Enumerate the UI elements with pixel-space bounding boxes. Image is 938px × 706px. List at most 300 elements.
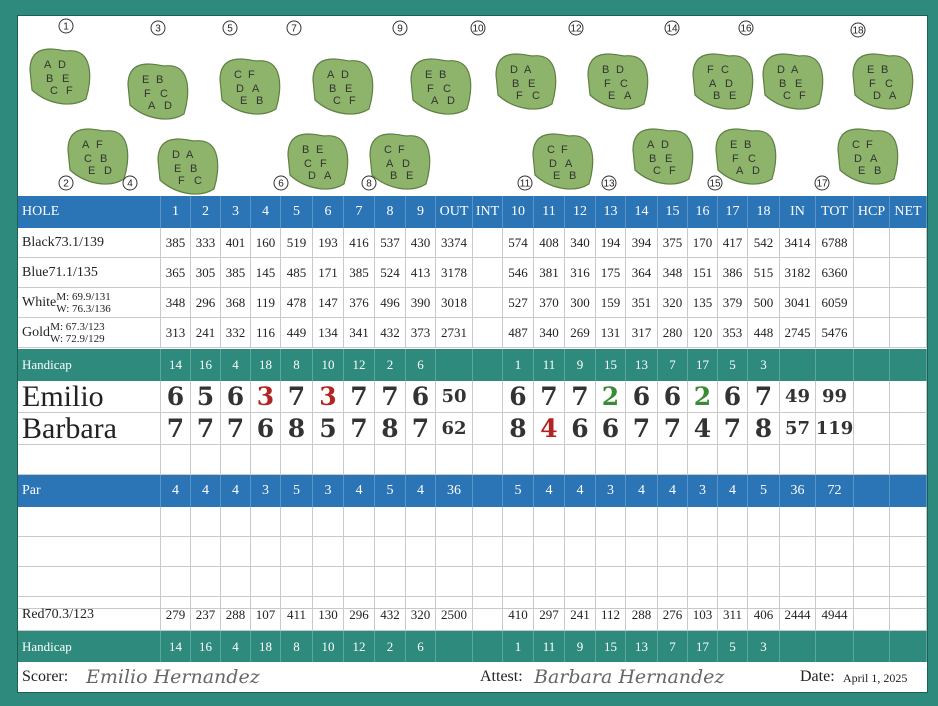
- score-cell: 413: [406, 258, 436, 288]
- green-letter: D: [661, 139, 669, 151]
- green-hole-13: [602, 129, 693, 190]
- score-cell: [816, 537, 854, 567]
- green-letter: E: [406, 170, 414, 182]
- green-letter: A: [870, 153, 878, 165]
- score-cell: [191, 537, 221, 567]
- score-cell: 13: [626, 631, 658, 662]
- score-cell: [658, 445, 688, 475]
- score-cell: [473, 228, 503, 258]
- hole-score: 8: [748, 413, 780, 445]
- score-cell: 348: [658, 258, 688, 288]
- score-cell: [748, 507, 780, 537]
- score-cell: 317: [626, 318, 658, 348]
- green-letter: C: [234, 69, 242, 81]
- score-cell: [344, 567, 375, 597]
- score-cell: [406, 537, 436, 567]
- score-cell: 448: [748, 318, 780, 348]
- green-letter: D: [341, 69, 349, 81]
- green-hole-6: [274, 134, 348, 190]
- score-cell: 36: [436, 475, 473, 507]
- hole-score: 4: [534, 413, 565, 445]
- hole-score: 8: [281, 413, 313, 445]
- score-cell: 9: [565, 631, 596, 662]
- score-cell: 14: [161, 349, 191, 381]
- green-letter: B: [46, 73, 54, 85]
- score-total: 49: [780, 381, 816, 413]
- player-name: Emilio: [18, 381, 161, 413]
- green-hole-7: [287, 21, 373, 114]
- score-cell: [596, 537, 626, 567]
- score-cell: [890, 349, 927, 381]
- score-cell: 524: [375, 258, 406, 288]
- score-cell: [473, 599, 503, 631]
- score-cell: [18, 537, 161, 567]
- blank-row: [18, 567, 927, 597]
- green-letter: D: [510, 64, 518, 76]
- green-letter: C: [885, 78, 893, 90]
- score-cell: [688, 567, 718, 597]
- tee-rating: 73.1/139: [54, 234, 105, 250]
- score-cell: [344, 507, 375, 537]
- green-letter: D: [447, 95, 455, 107]
- score-cell: 159: [596, 288, 626, 318]
- score-cell: [313, 537, 344, 567]
- score-cell: [780, 507, 816, 537]
- score-cell: 2500: [436, 599, 473, 631]
- score-cell: 107: [251, 599, 281, 631]
- score-cell: 515: [748, 258, 780, 288]
- score-cell: 537: [375, 228, 406, 258]
- green-letter: E: [858, 165, 866, 177]
- score-cell: 171: [313, 258, 344, 288]
- column-header: TOT: [816, 196, 854, 228]
- score-cell: 17: [688, 631, 718, 662]
- score-cell: 487: [503, 318, 534, 348]
- score-cell: [748, 537, 780, 567]
- score-cell: [854, 228, 890, 258]
- score-cell: 3182: [780, 258, 816, 288]
- score-cell: [890, 318, 927, 348]
- hole-score: 6: [406, 381, 436, 413]
- hole-number: 12: [570, 23, 582, 35]
- score-cell: [688, 537, 718, 567]
- score-cell: [854, 258, 890, 288]
- score-cell: 269: [565, 318, 596, 348]
- hole-score: 7: [191, 413, 221, 445]
- score-cell: 296: [191, 288, 221, 318]
- green-letter: F: [866, 139, 873, 151]
- score-cell: [344, 537, 375, 567]
- score-cell: [626, 507, 658, 537]
- score-cell: [251, 507, 281, 537]
- hole-score: 6: [718, 381, 748, 413]
- score-cell: 4: [658, 475, 688, 507]
- green-letter: F: [96, 139, 103, 151]
- score-cell: 519: [281, 228, 313, 258]
- column-header: 16: [688, 196, 718, 228]
- column-header: 17: [718, 196, 748, 228]
- hole-number: 5: [227, 23, 233, 35]
- scorer-label: Scorer:: [22, 668, 69, 685]
- green-hole-1: [30, 19, 90, 104]
- attest-label: Attest:: [480, 668, 523, 685]
- score-cell: 410: [503, 599, 534, 631]
- score-total: 57: [780, 413, 816, 445]
- score-cell: [890, 445, 927, 475]
- score-cell: [854, 537, 890, 567]
- score-cell: 370: [534, 288, 565, 318]
- date-value: April 1, 2025: [843, 671, 908, 685]
- score-cell: 5: [718, 349, 748, 381]
- green-letter: C: [852, 139, 860, 151]
- par-row: [18, 475, 927, 507]
- score-cell: 241: [191, 318, 221, 348]
- score-cell: [436, 537, 473, 567]
- score-cell: 2745: [780, 318, 816, 348]
- green-letter: C: [50, 85, 58, 97]
- hole-score: [890, 413, 927, 445]
- score-cell: [375, 507, 406, 537]
- score-cell: 375: [658, 228, 688, 258]
- hole-score: 5: [191, 381, 221, 413]
- green-letter: E: [345, 83, 353, 95]
- green-hole-11: [518, 134, 593, 190]
- score-cell: [658, 567, 688, 597]
- score-cell: [626, 537, 658, 567]
- score-cell: 130: [313, 599, 344, 631]
- hole-number: 2: [63, 178, 69, 190]
- score-cell: 351: [626, 288, 658, 318]
- score-cell: [503, 507, 534, 537]
- green-letter: F: [561, 144, 568, 156]
- hole-number: 15: [709, 178, 721, 190]
- score-cell: [161, 445, 191, 475]
- score-cell: 6788: [816, 228, 854, 258]
- score-cell: 7: [658, 631, 688, 662]
- player-row-barbara: [18, 413, 927, 445]
- score-cell: 340: [565, 228, 596, 258]
- hole-score: 3: [313, 381, 344, 413]
- score-cell: 2444: [780, 599, 816, 631]
- score-cell: [534, 567, 565, 597]
- score-cell: [503, 445, 534, 475]
- score-cell: [473, 507, 503, 537]
- score-cell: [718, 567, 748, 597]
- score-cell: 313: [161, 318, 191, 348]
- green-letter: C: [443, 83, 451, 95]
- green-letter: D: [725, 78, 733, 90]
- score-cell: 390: [406, 288, 436, 318]
- score-cell: 3: [596, 475, 626, 507]
- score-cell: 4: [626, 475, 658, 507]
- score-cell: 18: [251, 349, 281, 381]
- green-letter: A: [186, 149, 194, 161]
- score-cell: [816, 349, 854, 381]
- column-header: 1: [161, 196, 191, 228]
- score-cell: [534, 537, 565, 567]
- column-header: 2: [191, 196, 221, 228]
- scorer-signature: Emilio Hernandez: [86, 666, 260, 688]
- score-cell: [890, 258, 927, 288]
- tee-label: [18, 228, 161, 258]
- green-letter: B: [744, 139, 752, 151]
- tee-name: Black: [22, 234, 55, 250]
- score-cell: [313, 507, 344, 537]
- score-cell: 527: [503, 288, 534, 318]
- score-cell: 297: [534, 599, 565, 631]
- hole-number: 10: [472, 23, 484, 35]
- green-letter: C: [721, 64, 729, 76]
- green-hole-8: [362, 134, 430, 190]
- score-cell: 311: [718, 599, 748, 631]
- green-letter: E: [729, 90, 737, 102]
- score-cell: [890, 228, 927, 258]
- green-letter: F: [398, 144, 405, 156]
- green-hole-17: [815, 129, 898, 190]
- green-letter: C: [384, 144, 392, 156]
- score-cell: 496: [375, 288, 406, 318]
- hole-number: 16: [740, 23, 752, 35]
- score-cell: 376: [344, 288, 375, 318]
- score-cell: 160: [251, 228, 281, 258]
- green-letter: A: [431, 95, 439, 107]
- green-letter: D: [777, 64, 785, 76]
- score-cell: [890, 631, 927, 662]
- score-cell: 320: [406, 599, 436, 631]
- empty-row: [18, 445, 927, 475]
- hole-score: 7: [718, 413, 748, 445]
- score-total: 119: [816, 413, 854, 445]
- score-cell: 385: [344, 258, 375, 288]
- score-cell: [375, 445, 406, 475]
- score-cell: [161, 537, 191, 567]
- green-hole-5: [220, 21, 280, 114]
- column-header: 5: [281, 196, 313, 228]
- score-cell: 10: [313, 631, 344, 662]
- tee-row-black: [18, 228, 927, 258]
- score-cell: [854, 475, 890, 507]
- green-letter: B: [190, 163, 198, 175]
- blank-row: [18, 507, 927, 537]
- score-cell: [854, 288, 890, 318]
- hole-score: 7: [748, 381, 780, 413]
- score-cell: [436, 631, 473, 662]
- tee-name: Red: [22, 606, 45, 622]
- score-cell: [718, 507, 748, 537]
- green-letter: D: [549, 158, 557, 170]
- score-cell: 72: [816, 475, 854, 507]
- hole-score: 8: [375, 413, 406, 445]
- score-cell: [473, 475, 503, 507]
- score-cell: 394: [626, 228, 658, 258]
- hole-score: 2: [596, 381, 626, 413]
- tee-rating: M: 69.9/131 W: 76.3/136: [56, 290, 111, 315]
- score-cell: 194: [596, 228, 626, 258]
- score-cell: [854, 445, 890, 475]
- scorecard: [17, 15, 928, 693]
- column-header: 12: [565, 196, 596, 228]
- green-letter: C: [532, 90, 540, 102]
- score-cell: 17: [688, 349, 718, 381]
- green-letter: F: [349, 95, 356, 107]
- hole-number: 8: [366, 178, 372, 190]
- score-cell: [191, 567, 221, 597]
- score-cell: [890, 599, 927, 631]
- date-label: Date:: [800, 668, 835, 685]
- score-cell: [221, 507, 251, 537]
- green-letter: C: [160, 88, 168, 100]
- green-letter: A: [82, 139, 90, 151]
- score-cell: 151: [688, 258, 718, 288]
- column-header: 9: [406, 196, 436, 228]
- score-cell: 385: [221, 258, 251, 288]
- handicap-label: Handicap: [18, 631, 161, 662]
- tee-rating: M: 67.3/123 W: 72.9/129: [50, 320, 105, 345]
- green-hole-15: [708, 129, 776, 190]
- tee-rating: 71.1/135: [48, 264, 98, 280]
- blank-row: [18, 537, 927, 567]
- score-cell: [251, 445, 281, 475]
- green-letter: A: [324, 170, 332, 182]
- green-letter: E: [795, 78, 803, 90]
- player-row-emilio: [18, 381, 927, 413]
- score-cell: 4: [565, 475, 596, 507]
- score-cell: [565, 567, 596, 597]
- tee-name: White: [22, 294, 57, 310]
- column-header: 4: [251, 196, 281, 228]
- green-letter: B: [602, 64, 610, 76]
- score-cell: [503, 567, 534, 597]
- hole-score: [890, 381, 927, 413]
- column-header: 11: [534, 196, 565, 228]
- hole-score: 7: [344, 413, 375, 445]
- score-cell: [854, 599, 890, 631]
- score-cell: [816, 567, 854, 597]
- score-cell: [473, 258, 503, 288]
- score-cell: 134: [313, 318, 344, 348]
- green-letter: C: [653, 165, 661, 177]
- tee-label: [18, 599, 161, 631]
- green-letter: B: [713, 90, 721, 102]
- score-cell: [596, 445, 626, 475]
- score-cell: 5: [375, 475, 406, 507]
- score-cell: 5: [503, 475, 534, 507]
- score-cell: 340: [534, 318, 565, 348]
- score-cell: [473, 318, 503, 348]
- score-total: 99: [816, 381, 854, 413]
- score-cell: 276: [658, 599, 688, 631]
- score-cell: [473, 349, 503, 381]
- score-cell: 5: [718, 631, 748, 662]
- green-letter: E: [316, 144, 324, 156]
- score-cell: [436, 349, 473, 381]
- green-letter: D: [402, 158, 410, 170]
- score-cell: [473, 445, 503, 475]
- score-cell: [406, 445, 436, 475]
- tee-name: Gold: [22, 324, 50, 340]
- score-cell: [854, 318, 890, 348]
- score-cell: 4: [534, 475, 565, 507]
- score-cell: 381: [534, 258, 565, 288]
- green-letter: A: [647, 139, 655, 151]
- score-cell: [375, 537, 406, 567]
- score-cell: 296: [344, 599, 375, 631]
- score-cell: [854, 349, 890, 381]
- score-cell: 3414: [780, 228, 816, 258]
- score-cell: [890, 537, 927, 567]
- score-cell: 135: [688, 288, 718, 318]
- score-cell: [251, 537, 281, 567]
- green-letter: F: [799, 90, 806, 102]
- score-cell: [503, 537, 534, 567]
- tee-row-white: [18, 288, 927, 318]
- hole-number: 9: [397, 23, 403, 35]
- green-letter: C: [194, 175, 202, 187]
- score-cell: 341: [344, 318, 375, 348]
- score-cell: 11: [534, 631, 565, 662]
- score-cell: 3018: [436, 288, 473, 318]
- hole-score: 4: [688, 413, 718, 445]
- green-letter: E: [608, 90, 616, 102]
- hole-score: 7: [565, 381, 596, 413]
- score-cell: 500: [748, 288, 780, 318]
- green-letter: E: [62, 73, 70, 85]
- score-cell: [191, 445, 221, 475]
- handicap-row-bottom: [18, 631, 927, 662]
- score-cell: 4: [221, 631, 251, 662]
- score-cell: [890, 475, 927, 507]
- score-cell: 320: [658, 288, 688, 318]
- green-letter: A: [148, 100, 156, 112]
- tee-name: Blue: [22, 264, 49, 280]
- hole-number: 1: [63, 21, 69, 33]
- tee-row-blue: [18, 258, 927, 288]
- score-cell: 12: [344, 349, 375, 381]
- green-letter: B: [390, 170, 398, 182]
- green-letter: C: [84, 153, 92, 165]
- green-letter: A: [565, 158, 573, 170]
- score-cell: 147: [313, 288, 344, 318]
- score-cell: [626, 567, 658, 597]
- score-cell: 237: [191, 599, 221, 631]
- score-cell: 145: [251, 258, 281, 288]
- score-total: 50: [436, 381, 473, 413]
- score-cell: 3374: [436, 228, 473, 258]
- score-cell: 478: [281, 288, 313, 318]
- green-letter: A: [44, 59, 52, 71]
- green-letter: A: [791, 64, 799, 76]
- green-letter: C: [748, 153, 756, 165]
- score-cell: 3178: [436, 258, 473, 288]
- score-cell: [18, 445, 161, 475]
- score-cell: [854, 567, 890, 597]
- green-letter: A: [889, 90, 897, 102]
- score-cell: [780, 631, 816, 662]
- green-letter: E: [425, 69, 433, 81]
- score-cell: 411: [281, 599, 313, 631]
- tee-label: [18, 258, 161, 288]
- score-cell: 416: [344, 228, 375, 258]
- score-cell: [596, 507, 626, 537]
- hole-score: [854, 381, 890, 413]
- column-header: OUT: [436, 196, 473, 228]
- signature-footer: [18, 662, 927, 692]
- hole-score: [854, 413, 890, 445]
- score-cell: 353: [718, 318, 748, 348]
- score-cell: 373: [406, 318, 436, 348]
- score-cell: 5: [281, 475, 313, 507]
- hole-score: 6: [503, 381, 534, 413]
